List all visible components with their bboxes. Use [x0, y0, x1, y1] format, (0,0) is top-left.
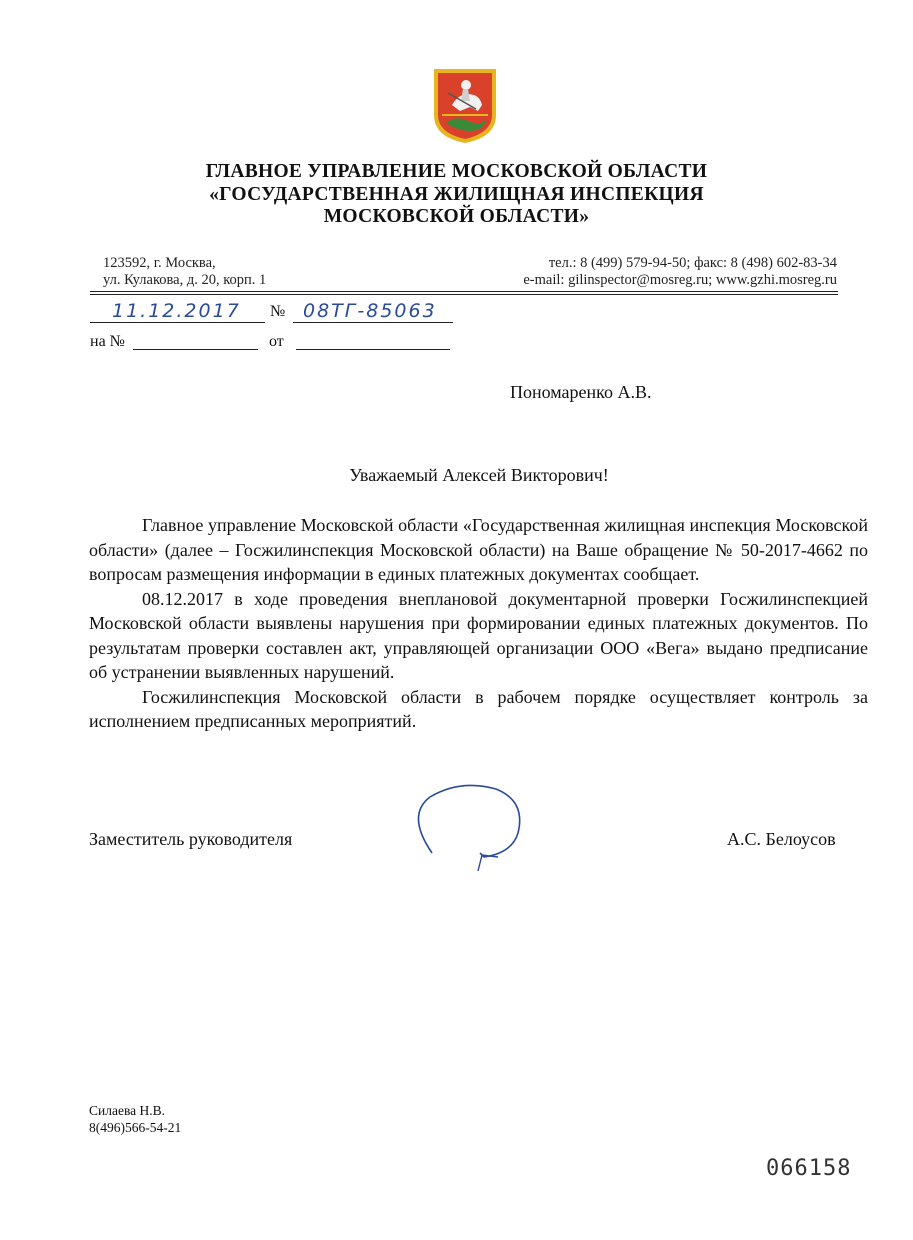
executor-phone: 8(496)566-54-21: [89, 1120, 182, 1135]
address-line2: ул. Кулакова, д. 20, корп. 1: [103, 272, 267, 288]
address-line1: 123592, г. Москва,: [103, 255, 216, 271]
reg-date-handwritten: 11.12.2017: [112, 300, 241, 322]
org-title-line3: МОСКОВСКОЙ ОБЛАСТИ»: [323, 206, 590, 227]
header-divider-bottom: [90, 294, 838, 295]
header-divider-top: [90, 291, 838, 292]
contact-phone-fax: тел.: 8 (499) 579-94-50; факс: 8 (498) 602-83-34: [548, 255, 837, 271]
body-paragraph-2: 08.12.2017 в ходе проведения внеплановой документарной проверки Госжилинспекцией Московской области выявлены нарушения при формировании единых платежных документов. По результатам проверки составлен акт, управляющей организации ООО «Вега» выдано предписание об устранении выявленных нарушений.: [89, 588, 868, 682]
reply-number-field: [133, 332, 258, 350]
contact-email-web: e-mail: gilinspector@mosreg.ru; www.gzhi.mosreg.ru: [523, 272, 837, 288]
executor-name: Силаева Н.В.: [89, 1103, 166, 1118]
document-serial-number: 066158: [766, 1156, 852, 1181]
org-title-line2: «ГОСУДАРСТВЕННАЯ ЖИЛИЩНАЯ ИНСПЕКЦИЯ: [209, 184, 704, 205]
signatory-name: А.С. Белоусов: [727, 829, 836, 849]
body-paragraph-3: Госжилинспекция Московской области в рабочем порядке осуществляет контроль за исполнением предписанных мероприятий.: [89, 686, 868, 731]
signatory-position: Заместитель руководителя: [89, 829, 293, 849]
reg-date-field: [90, 300, 265, 323]
reply-from-label: от: [269, 333, 284, 350]
handwritten-signature: [400, 775, 540, 880]
body-paragraph-1: Главное управление Московской области «Государственная жилищная инспекция Московской области» (далее – Госжилинспекция Московской области) на Ваше обращение № 50-2017-4662 по вопросам размещения информации в единых платежных документах сообщает.: [89, 515, 868, 584]
recipient: Пономаренко А.В.: [510, 382, 652, 402]
letter-body: [89, 513, 868, 734]
reply-number-label: на №: [90, 333, 125, 350]
reply-from-field: [296, 332, 450, 350]
reg-number-handwritten: 08ТГ-85063: [303, 300, 437, 322]
reg-number-field: [293, 300, 453, 323]
salutation: Уважаемый Алексей Викторович!: [349, 465, 609, 485]
org-title-line1: ГЛАВНОЕ УПРАВЛЕНИЕ МОСКОВСКОЙ ОБЛАСТИ: [205, 161, 708, 182]
reg-number-label: №: [270, 303, 286, 320]
coat-of-arms-emblem: [430, 65, 500, 145]
